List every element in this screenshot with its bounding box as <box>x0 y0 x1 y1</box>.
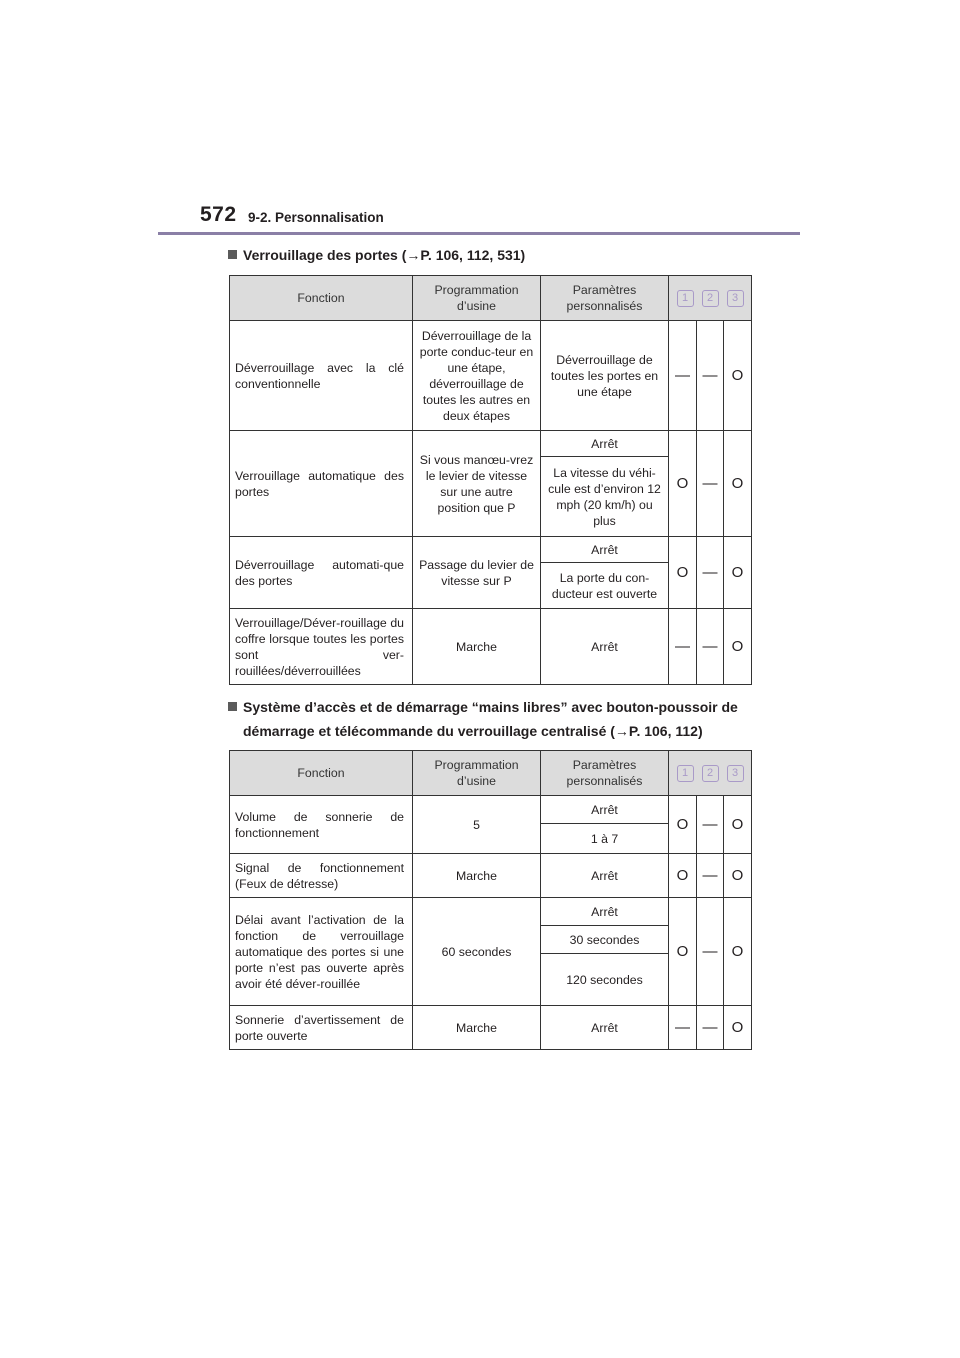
page-number: 572 <box>200 203 237 226</box>
mark-3: O <box>724 898 752 1006</box>
section2-heading-line2: démarrage et télécommande du verrouillage centralisé (→P. 106, 112) <box>243 723 703 739</box>
fonction-cell: Déverrouillage automati-que des portes <box>230 537 413 609</box>
table-header-row <box>230 276 752 321</box>
custom-cell: La vitesse du véhi-cule est d’environ 12 mph (20 km/h) ou plus <box>541 457 669 537</box>
custom-cell: 30 secondes <box>541 926 669 954</box>
table-row <box>230 796 752 824</box>
mark-2: — <box>697 609 724 685</box>
col-parametres: Paramètres personnalisés <box>541 751 669 796</box>
fonction-cell: Volume de sonnerie de fonctionnement <box>230 796 413 854</box>
number-2-icon: 2 <box>702 765 719 782</box>
number-2-icon: 2 <box>702 290 719 307</box>
fonction-cell: Délai avant l’activation de la fonction de verrouillage automatique des portes si une porte n’est pas ouverte après avoir été déver-rouillée <box>230 898 413 1006</box>
section-title: 9-2. Personnalisation <box>248 210 384 225</box>
fonction-cell: Verrouillage/Déver-rouillage du coffre lorsque toutes les portes sont ver-rouillées/déverrouillées <box>230 609 413 685</box>
header-rule <box>158 232 800 235</box>
col-fonction: Fonction <box>230 276 413 321</box>
custom-cell: 120 secondes <box>541 954 669 1006</box>
mark-2: — <box>697 854 724 898</box>
usine-cell: Marche <box>413 609 541 685</box>
mark-2: — <box>697 898 724 1006</box>
table-row <box>230 321 752 431</box>
custom-cell: La porte du con-ducteur est ouverte <box>541 563 669 609</box>
custom-cell: Arrêt <box>541 609 669 685</box>
col-programmation: Programmation d’usine <box>413 276 541 321</box>
number-1-icon: 1 <box>677 290 694 307</box>
custom-cell: 1 à 7 <box>541 824 669 854</box>
number-3-icon: 3 <box>727 290 744 307</box>
smart-access-table <box>229 750 752 1050</box>
col-programmation: Programmation d’usine <box>413 751 541 796</box>
fonction-cell: Signal de fonctionnement (Feux de détresse) <box>230 854 413 898</box>
table-row <box>230 898 752 926</box>
fonction-cell: Déverrouillage avec la clé conventionnelle <box>230 321 413 431</box>
col-number-icons <box>669 751 752 796</box>
fonction-cell: Sonnerie d’avertissement de porte ouverte <box>230 1006 413 1050</box>
mark-2: — <box>697 431 724 537</box>
usine-cell: Passage du levier de vitesse sur P <box>413 537 541 609</box>
mark-3: O <box>724 609 752 685</box>
mark-1: O <box>669 854 697 898</box>
section2-heading-line1: Système d’accès et de démarrage “mains libres” avec bouton-poussoir de <box>243 699 738 715</box>
mark-2: — <box>697 796 724 854</box>
mark-1: O <box>669 537 697 609</box>
custom-cell: Arrêt <box>541 898 669 926</box>
section1-heading <box>228 243 525 267</box>
table-row <box>230 609 752 685</box>
mark-1: — <box>669 609 697 685</box>
custom-cell: Arrêt <box>541 537 669 563</box>
custom-cell: Déverrouillage de toutes les portes en une étape <box>541 321 669 431</box>
fonction-cell: Verrouillage automatique des portes <box>230 431 413 537</box>
mark-1: — <box>669 321 697 431</box>
col-fonction: Fonction <box>230 751 413 796</box>
mark-1: — <box>669 1006 697 1050</box>
col-parametres: Paramètres personnalisés <box>541 276 669 321</box>
section1-heading-text: Verrouillage des portes (→P. 106, 112, 531) <box>243 247 526 263</box>
mark-2: — <box>697 537 724 609</box>
table-row <box>230 1006 752 1050</box>
usine-cell: 60 secondes <box>413 898 541 1006</box>
custom-cell: Arrêt <box>541 796 669 824</box>
mark-2: — <box>697 321 724 431</box>
mark-3: O <box>724 796 752 854</box>
mark-1: O <box>669 898 697 1006</box>
table-row <box>230 537 752 563</box>
usine-cell: Marche <box>413 1006 541 1050</box>
table-row <box>230 854 752 898</box>
custom-cell: Arrêt <box>541 854 669 898</box>
usine-cell: 5 <box>413 796 541 854</box>
door-lock-table <box>229 275 752 685</box>
usine-cell: Déverrouillage de la porte conduc-teur en une étape, déverrouillage de toutes les autres en deux étapes <box>413 321 541 431</box>
usine-cell: Si vous manœu-vrez le levier de vitesse sur une autre position que P <box>413 431 541 537</box>
col-number-icons <box>669 276 752 321</box>
number-1-icon: 1 <box>677 765 694 782</box>
section2-heading <box>228 695 738 743</box>
mark-1: O <box>669 431 697 537</box>
mark-2: — <box>697 1006 724 1050</box>
mark-3: O <box>724 854 752 898</box>
number-3-icon: 3 <box>727 765 744 782</box>
mark-3: O <box>724 321 752 431</box>
custom-cell: Arrêt <box>541 1006 669 1050</box>
mark-3: O <box>724 1006 752 1050</box>
mark-3: O <box>724 431 752 537</box>
custom-cell: Arrêt <box>541 431 669 457</box>
usine-cell: Marche <box>413 854 541 898</box>
mark-1: O <box>669 796 697 854</box>
mark-3: O <box>724 537 752 609</box>
table-row <box>230 431 752 457</box>
bullet-square-icon <box>228 702 237 711</box>
table-header-row <box>230 751 752 796</box>
bullet-square-icon <box>228 250 237 259</box>
